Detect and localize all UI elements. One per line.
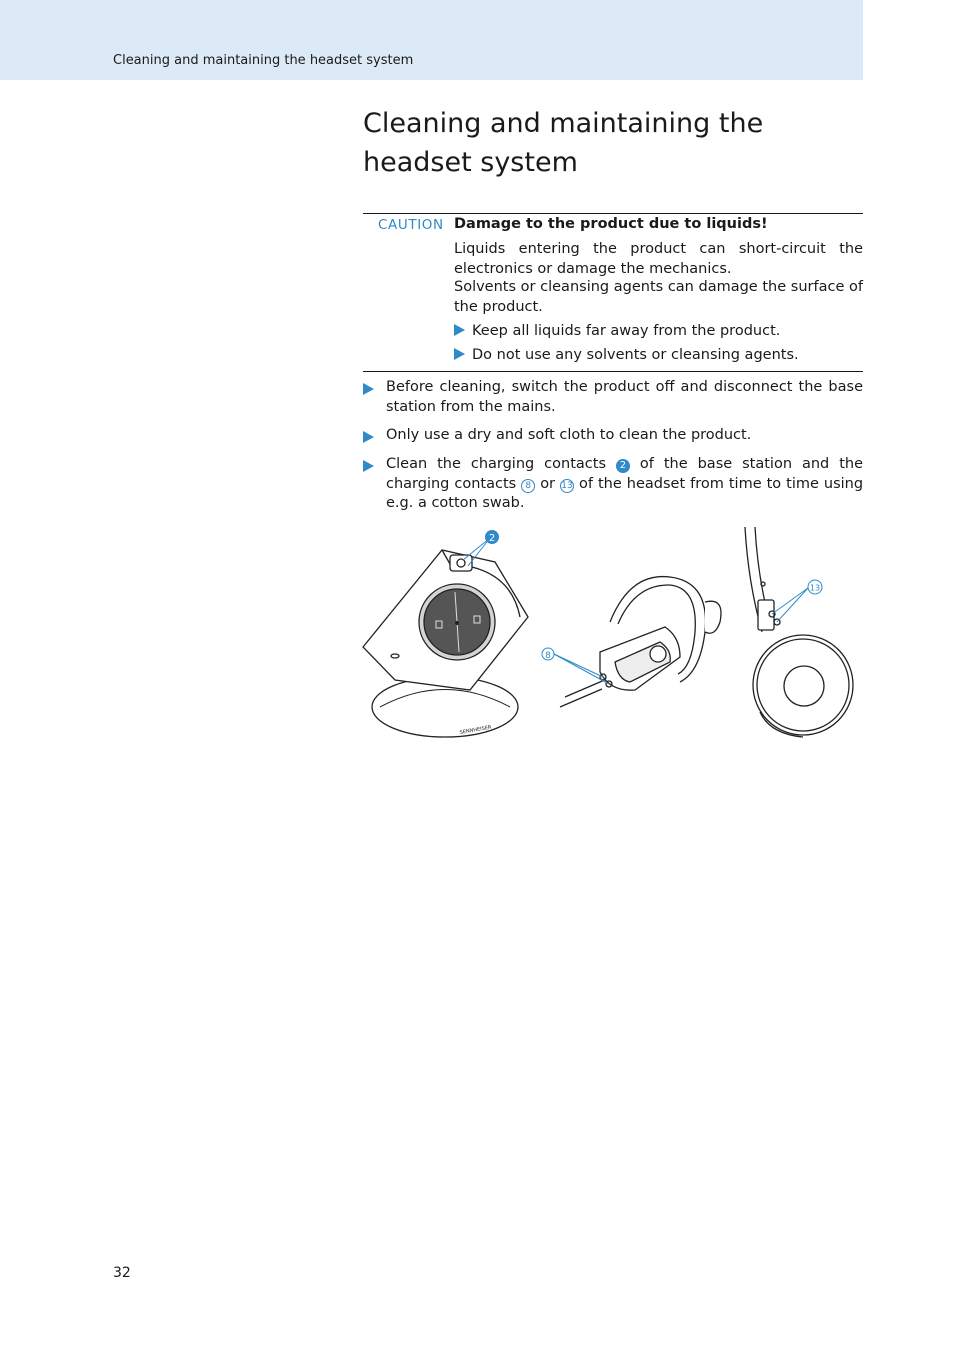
step-text-part: of the headset from time to time using e.g. a cotton swab. — [386, 475, 864, 511]
arrow-bullet-icon — [363, 460, 374, 472]
page-title — [363, 104, 863, 182]
caution-paragraph-solvents: Solvents or cleansing agents can damage the surface of the product. — [454, 279, 863, 315]
caution-list-item — [454, 322, 780, 342]
callout-badge-2: 2 — [616, 459, 630, 473]
page-title-line2: headset system — [363, 147, 578, 178]
caution-label: CAUTION — [378, 217, 444, 233]
arrow-bullet-icon — [454, 324, 465, 336]
step-text-part: of the base station and the charging contacts — [386, 456, 863, 492]
callout-label-13: 13 — [809, 583, 821, 593]
arrow-bullet-icon — [363, 431, 374, 443]
page-title-line1: Cleaning and maintaining the — [363, 108, 764, 139]
caution-box — [363, 213, 863, 372]
callout-label-2: 2 — [488, 533, 496, 544]
caution-item-text: Keep all liquids far away from the product. — [472, 323, 781, 339]
caution-paragraph-liquids: Liquids entering the product can short-circuit the electronics or damage the mechanics. — [454, 241, 863, 277]
caution-list-item — [454, 346, 799, 366]
brand-logo-text: SENNHEISER — [459, 724, 492, 736]
arrow-bullet-icon — [363, 383, 374, 395]
step-text: Only use a dry and soft cloth to clean the product. — [386, 427, 752, 443]
arrow-bullet-icon — [454, 348, 465, 360]
earhook-headset-drawing — [560, 577, 721, 707]
caution-heading: Damage to the product due to liquids! — [454, 216, 768, 232]
step-text — [386, 455, 863, 514]
step-text: Before cleaning, switch the product off and disconnect the base station from the mains. — [386, 379, 863, 415]
callout-badge-8: 8 — [521, 479, 535, 493]
header-band — [0, 0, 863, 80]
callout-badge-13: 13 — [561, 480, 573, 491]
callout-label-8: 8 — [545, 651, 551, 661]
caution-item-text: Do not use any solvents or cleansing agents. — [472, 347, 799, 363]
product-illustration — [360, 522, 860, 744]
step-text-part: or — [540, 475, 556, 492]
step-text-part: Clean the charging contacts — [386, 456, 607, 472]
base-station-drawing — [363, 550, 528, 737]
running-header: Cleaning and maintaining the headset system — [113, 53, 414, 68]
page-number: 32 — [113, 1265, 131, 1281]
headband-headset-drawing — [745, 527, 853, 737]
